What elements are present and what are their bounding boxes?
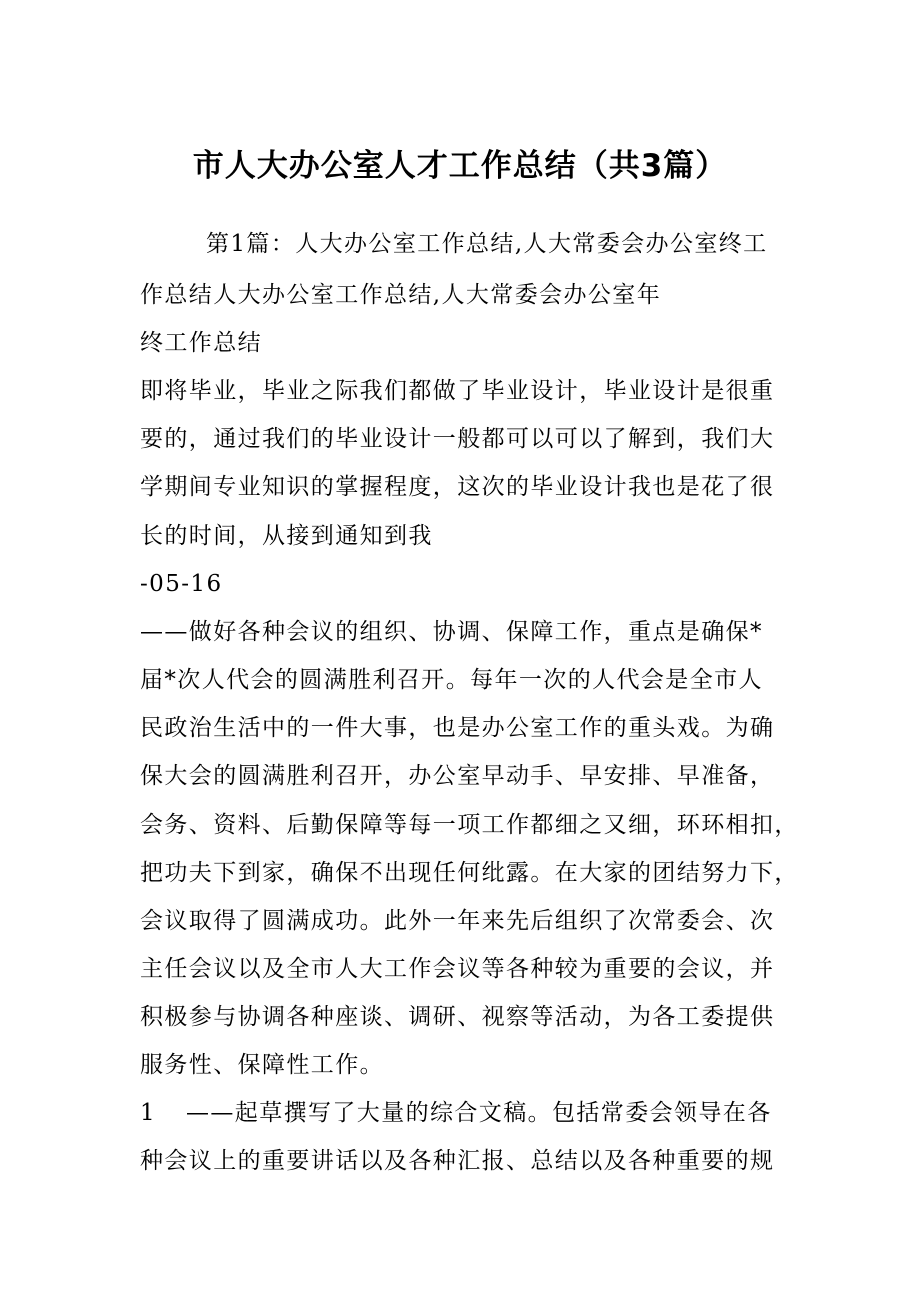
heading-line-2: 作总结人大办公室工作总结,人大常委会办公室年: [140, 282, 662, 308]
body-line-5: ——做好各种会议的组织、协调、保障工作，重点是确保*: [140, 619, 763, 645]
date-line: -05-16: [140, 571, 223, 597]
body-line-7: 民政治生活中的一件大事，也是办公室工作的重头戏。为确: [140, 715, 775, 741]
body-line-4: 长的时间，从接到通知到我: [140, 523, 433, 549]
body-line-11: 会议取得了圆满成功。此外一年来先后组织了次常委会、次: [140, 908, 775, 934]
document-title: 市人大办公室人才工作总结（共3篇）: [192, 148, 728, 184]
item-line-2: 种会议上的重要讲话以及各种汇报、总结以及各种重要的规: [140, 1148, 775, 1174]
body-line-1: 即将毕业，毕业之际我们都做了毕业设计，毕业设计是很重: [140, 378, 775, 404]
body-line-9: 会务、资料、后勤保障等每一项工作都细之又细，环环相扣，: [140, 812, 799, 838]
body-line-3: 学期间专业知识的掌握程度，这次的毕业设计我也是花了很: [140, 474, 775, 500]
body-line-2: 要的，通过我们的毕业设计一般都可以可以了解到，我们大: [140, 426, 775, 452]
item-line-1: ——起草撰写了大量的综合文稿。包括常委会领导在各: [186, 1100, 772, 1126]
body-line-10: 把功夫下到家，确保不出现任何纰露。在大家的团结努力下，: [140, 860, 799, 886]
heading-line-1: 第1篇：人大办公室工作总结,人大常委会办公室终工: [206, 231, 768, 257]
heading-line-3: 终工作总结: [140, 330, 262, 356]
body-line-12: 主任会议以及全市人大工作会议等各种较为重要的会议，并: [140, 956, 775, 982]
body-line-8: 保大会的圆满胜利召开，办公室早动手、早安排、早准备，: [140, 763, 775, 789]
body-line-13: 积极参与协调各种座谈、调研、视察等活动，为各工委提供: [140, 1004, 775, 1030]
item-number: 1: [140, 1100, 155, 1126]
body-line-6: 届*次人代会的圆满胜利召开。每年一次的人代会是全市人: [140, 667, 763, 693]
body-line-14: 服务性、保障性工作。: [140, 1052, 384, 1078]
